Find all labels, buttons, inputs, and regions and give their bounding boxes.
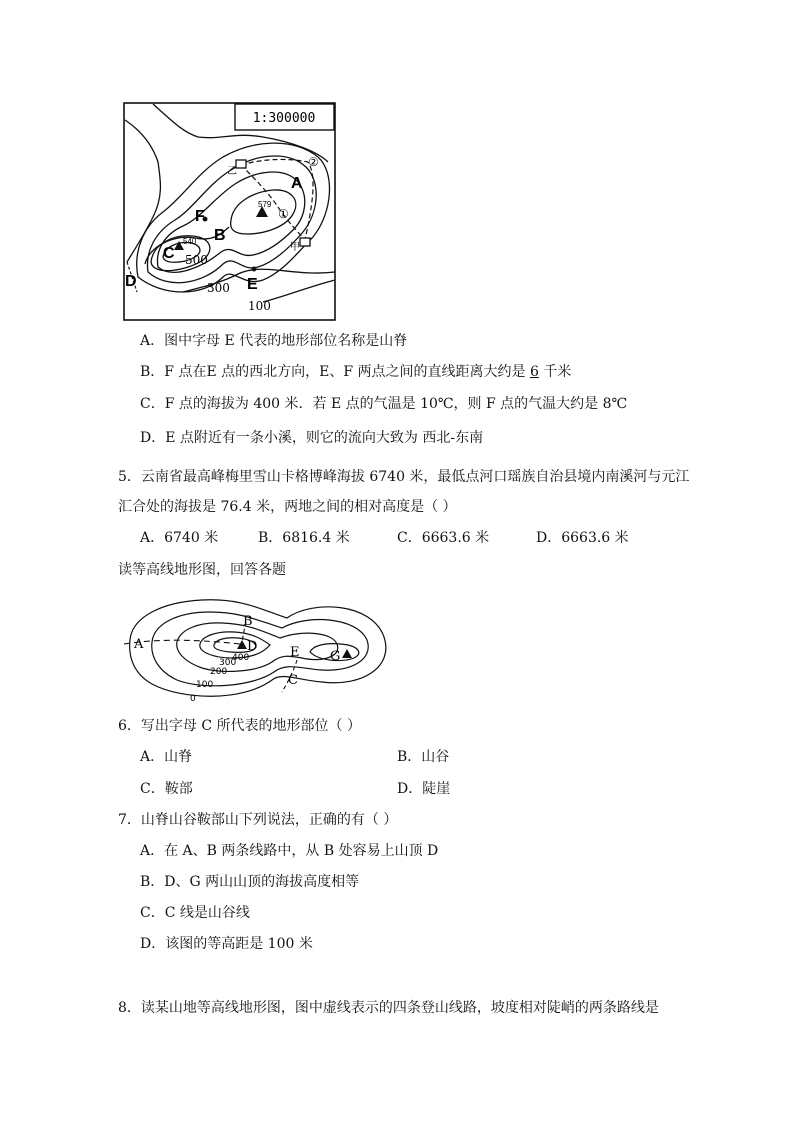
q7-option-a: A．在 A、B 两条线路中，从 B 处容易上山顶 D	[140, 843, 439, 859]
map2-label-b: B	[243, 614, 253, 629]
q4-option-b	[140, 362, 571, 382]
q6-option-d: D．陡崖	[397, 781, 451, 797]
q5-stem-line-2: 汇合处的海拔是 76.4 米，两地之间的相对高度是（ ）	[118, 499, 457, 515]
map1-label-c: C	[163, 245, 175, 262]
map1-contour-500: 500	[185, 253, 208, 267]
q7-option-d: D．该图的等高距是 100 米	[140, 936, 313, 952]
map1-peak-579: 579	[258, 200, 272, 209]
q7-option-b: B．D、G 两山山顶的海拔高度相等	[140, 874, 360, 890]
q4-option-b-text: B．F 点在E 点的西北方向，E、F 两点之间的直线距离大约是	[140, 364, 530, 380]
map2-contour-0: 0	[190, 694, 196, 704]
q6-stem: 6．写出字母 C 所代表的地形部位（ ）	[118, 718, 361, 734]
map2-label-c: C	[288, 673, 298, 688]
q6-option-a: A．山脊	[140, 749, 193, 765]
q6-option-b: B．山谷	[397, 749, 450, 765]
q8-stem: 8．读某山地等高线地形图，图中虚线表示的四条登山线路，坡度相对陡峭的两条路线是	[118, 1000, 659, 1016]
q4-option-b-distance: 6	[529, 364, 539, 380]
q5-option-a: A．6740 米	[140, 530, 219, 546]
map2-label-g: G	[330, 649, 341, 664]
contour-map-1	[123, 102, 343, 322]
scale-text: 1:300000	[252, 111, 316, 126]
map2-contour-200: 200	[210, 667, 228, 677]
q5-stem-line-1: 5．云南省最高峰梅里雪山卡格博峰海拔 6740 米，最低点河口瑶族自治县境内南溪河与元江	[118, 469, 690, 485]
map2-contour-300: 300	[219, 658, 237, 668]
map1-peak-540: 540	[183, 237, 197, 246]
map1-contour-300: 300	[207, 281, 230, 295]
section-intro: 读等高线地形图，回答各题	[118, 562, 286, 578]
map1-label-e: E	[247, 276, 258, 293]
q4-option-c: C．F 点的海拔为 400 米．若 E 点的气温是 10℃，则 F 点的气温大约是 8℃	[140, 396, 628, 412]
map2-label-d: D	[247, 639, 258, 654]
q4-option-d: D．E 点附近有一条小溪，则它的流向大致为 西北-东南	[140, 430, 484, 446]
map2-label-e: E	[290, 645, 300, 660]
map2-label-a: A	[134, 637, 144, 652]
q7-stem: 7．山脊山谷鞍部山下列说法，正确的有（ ）	[118, 812, 398, 828]
q4-option-a: A．图中字母 E 代表的地形部位名称是山脊	[140, 333, 408, 349]
map2-contour-100: 100	[196, 680, 214, 690]
map1-label-a: A	[291, 175, 303, 192]
q5-option-c: C．6663.6 米	[397, 530, 490, 546]
map2-contour-400: 400	[232, 653, 250, 663]
q4-option-b-unit: 千米	[538, 364, 572, 380]
map1-label-b: B	[214, 227, 226, 244]
map1-jia: 甲	[290, 242, 300, 253]
map1-yi: 乙	[227, 166, 237, 177]
q6-option-c: C．鞍部	[140, 781, 193, 797]
q7-option-c: C．C 线是山谷线	[140, 905, 250, 921]
map1-route-2: ②	[308, 155, 319, 169]
map1-contour-100: 100	[248, 299, 271, 313]
contour-map-2	[122, 592, 392, 707]
map1-route-1: ①	[278, 207, 289, 221]
map1-label-d: D	[125, 273, 137, 290]
q5-option-d: D．6663.6 米	[536, 530, 629, 546]
map1-label-f: F.	[195, 208, 208, 225]
q5-option-b: B．6816.4 米	[258, 530, 350, 546]
